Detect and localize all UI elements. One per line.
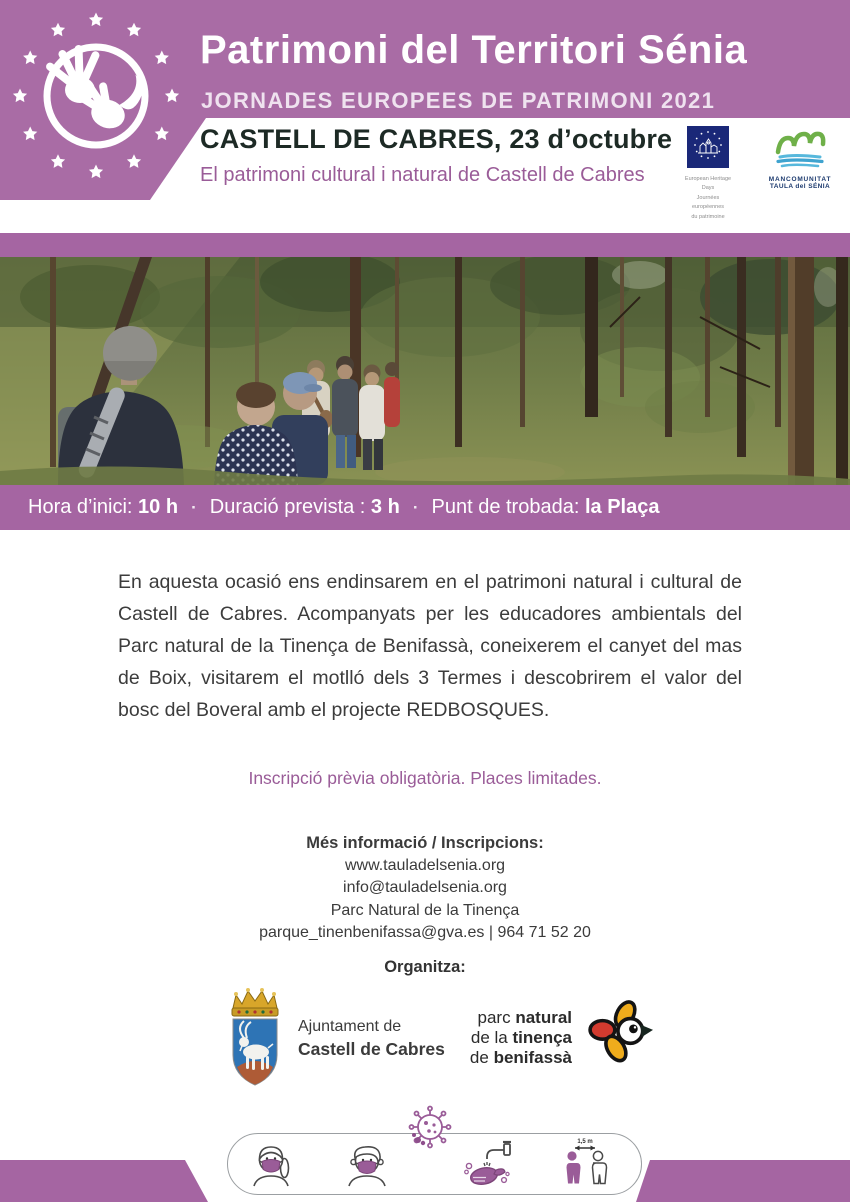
dot-separator: · [412,497,419,517]
parc-natural-name [438,1008,572,1068]
contact-heading: Més informació / Inscripcions: [306,834,544,852]
mancomunitat-name: MANCOMUNITAT [768,176,832,183]
parc-line1-light: parc [477,1008,516,1027]
contact-website-link[interactable]: www.tauladelsenia.org [344,856,506,874]
ehd-caption-line: European Heritage Days [684,176,732,191]
woman-with-mask-icon [249,1141,295,1187]
ajuntament-line1: Ajuntament de [298,1018,402,1035]
poster-title: Patrimoni del Territori Sénia [200,28,748,72]
mancomunitat-subname: TAULA del SÉNIA [769,183,831,190]
distance-label: 1,5 m [577,1139,593,1145]
event-subtitle: El patrimoni cultural i natural de Castell de Cabres [200,164,645,186]
mancomunitat-taula-senia-logo [758,130,842,190]
header [0,0,850,221]
contact-park-name: Parc Natural de la Tinença [330,901,520,919]
inscription-note: Inscripció prèvia obligatòria. Places limitades. [248,768,602,788]
forest-walk-photo [0,257,850,485]
parc-natural-bird-logo-icon [584,1000,656,1066]
divider-band [0,233,850,257]
meeting-point-value: la Plaça [584,496,660,518]
parc-line3-light: de [469,1048,494,1067]
ajuntament-line2: Castell de Cabres [298,1039,445,1059]
parc-line1-bold: natural [515,1008,572,1027]
ajuntament-name [298,1018,445,1060]
parc-line2-bold: tinença [512,1028,572,1047]
social-distance-icon [558,1136,612,1188]
ehd-caption-line: du patrimoine [691,214,725,221]
description-text: En aquesta ocasió ens endinsarem en el patrimoni natural i cultural de Castell de Cabres. Acompanyats per les educadores ambientals del Parc natural de la Tinença de Benifassà, coneixerem el canyet del mas de Boix, visitarem el motlló dels 3 Termes i descobrirem el valor del bosc del Boveral amb el projecte REDBOSQUES. [118,571,742,721]
european-heritage-days-icon [687,126,729,168]
parc-line3-bold: benifassà [493,1048,572,1067]
footer-band-left [0,1160,210,1202]
contact-email-link[interactable]: info@tauladelsenia.org [343,879,507,896]
start-time-label: Hora d’inici: [28,496,139,518]
hand-washing-icon [462,1139,512,1189]
heritage-hands-logo-icon [4,2,188,186]
schedule-bar [0,485,850,530]
duration-label: Duració prevista : [209,496,371,518]
virus-icon [406,1101,454,1149]
organizer-heading: Organitza: [384,958,466,976]
meeting-point-label: Punt de trobada: [431,496,585,518]
european-heritage-days-logo [682,126,734,222]
footer-band-right [630,1160,850,1202]
contact-park-contact: parque_tinenbenifassa@gva.es | 964 71 52 20 [259,924,591,941]
parc-line2-light: de la [470,1028,513,1047]
poster-subtitle: JORNADES EUROPEES DE PATRIMONI 2021 [201,88,716,113]
castell-de-cabres-coat-of-arms-icon [220,982,290,1094]
event-title: CASTELL DE CABRES, 23 d’octubre [200,124,673,154]
start-time-value: 10 h [138,496,179,518]
contact-block [0,832,850,945]
dot-separator: · [191,497,197,517]
ehd-caption-line: Journées européennes [691,195,725,210]
man-with-mask-icon [344,1141,390,1187]
duration-value: 3 h [370,496,400,518]
mancomunitat-river-m-icon [768,130,832,170]
